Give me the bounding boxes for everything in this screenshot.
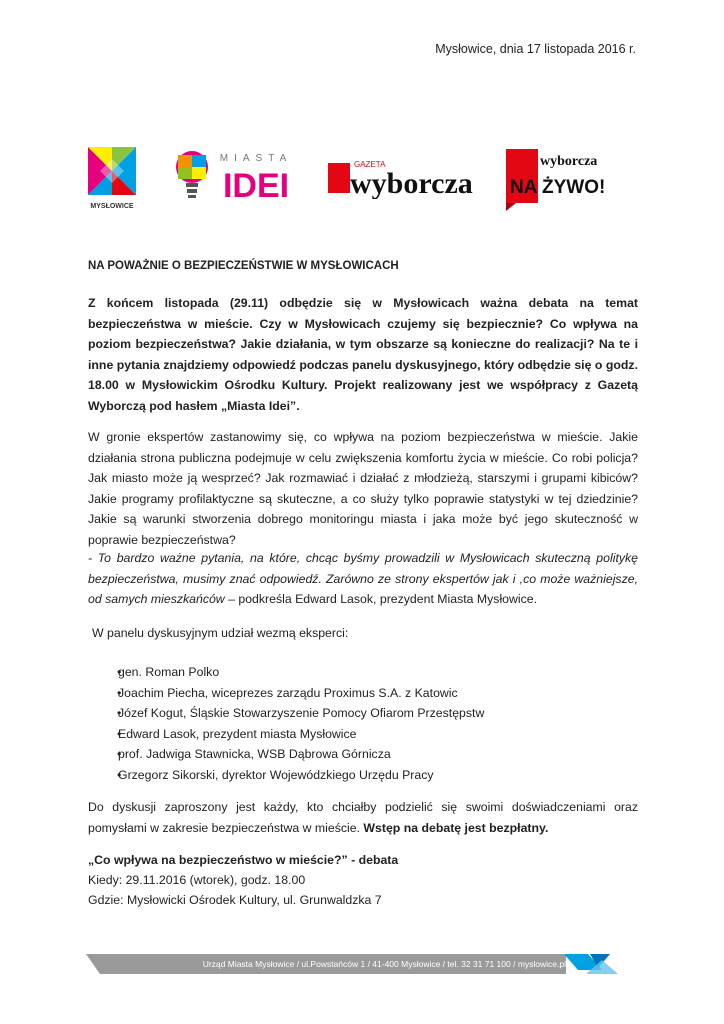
event-title: „Co wpływa na bezpieczeństwo w mieście?” - debata — [88, 853, 399, 867]
wyborcza-text: wyborcza — [350, 167, 473, 199]
lead-paragraph: Z końcem listopada (29.11) odbędzie się w Mysłowicach ważna debata na temat bezpieczeństwa w mieście. Czy w Mysłowicach czujemy się bezpiecznie? Co wpływa na poziom bezpieczeństwa? Jakie działania, w tym obszarze są konieczne do realizacji? Na te i inne pytania znajdziemy odpowiedź podczas panelu dyskusyjnego, który odbędzie się o godz. 18.00 w Mysłowickim Ośrodku Kultury. Projekt realizowany jest we współpracy z Gazetą Wyborczą pod hasłem „Miasta Idei”. — [88, 296, 638, 413]
experts-list — [88, 662, 484, 785]
list-item: • Józef Kogut, Śląskie Stowarzyszenie Pomocy Ofiarom Przestępstw — [88, 703, 484, 724]
event-where: Gdzie: Mysłowicki Ośrodek Kultury, ul. Grunwaldzka 7 — [88, 893, 382, 907]
na-zywo-text: NA ŻYWO! — [510, 177, 606, 198]
quote-attribution: – podkreśla Edward Lasok, prezydent Miasta Mysłowice. — [224, 592, 538, 606]
gazeta-text: GAZETA — [354, 160, 386, 169]
footer-contact: Urząd Miasta Mysłowice / ul.Powstańców 1 / 41-400 Mysłowice / tel. 32 31 71 100 / myslowice.pl — [202, 959, 566, 969]
gazeta-wyborcza-logo — [328, 155, 480, 199]
myslowice-logo — [86, 145, 138, 211]
list-item: • prof. Jadwiga Stawnicka, WSB Dąbrowa Górnicza — [88, 744, 484, 765]
quote-paragraph — [88, 548, 638, 610]
free-entry-text: Wstęp na debatę jest bezpłatny. — [363, 820, 549, 835]
list-item: • gen. Roman Polko — [88, 662, 484, 683]
idei-text: IDEI — [222, 167, 290, 205]
list-item: • Grzegorz Sikorski, dyrektor Wojewódzkiego Urzędu Pracy — [88, 765, 484, 786]
body-paragraph-questions: W gronie ekspertów zastanowimy się, co wpływa na poziom bezpieczeństwa w mieście. Jakie działania strona publiczna podejmuje w celu zwiększenia komfortu życia w mieście. Co robi policja? Jak miasto może ją wesprzeć? Jak rozmawiać i działać z młodzieżą, starszymi i grupami kibiców? Jakie programy profilaktyczne są skuteczne, a co służy tylko poprawie statystyki w tej dziedzinie? Jakie są warunki stworzenia dobrego monitoringu miasta i jaka może być jego skuteczność w poprawie bezpieczeństwa? — [88, 430, 638, 547]
experts-intro: W panelu dyskusyjnym udział wezmą eksperci: — [92, 626, 349, 640]
myslowice-logo-text: MYSŁOWICE — [90, 203, 134, 210]
miasta-idei-logo — [172, 143, 300, 207]
list-item: • Joachim Piecha, wiceprezes zarządu Proximus S.A. z Katowic — [88, 683, 484, 704]
partner-logos — [86, 143, 641, 215]
invitation-text: Do dyskusji zaproszony jest każdy, kto chciałby podzielić się swoimi doświadczeniami oraz pomysłami w zakresie bezpieczeństwa w mieście. — [88, 800, 638, 835]
quote-text: - To bardzo ważne pytania, na które, chcąc byśmy prowadzili w Mysłowicach skuteczną politykę bezpieczeństwa, musimy znać odpowiedź. Zarówno ze strony ekspertów jak i ,co może ważniejsze, od samych mieszkańców — [88, 551, 638, 606]
document-date: Mysłowice, dnia 17 listopada 2016 r. — [435, 42, 636, 56]
document-title: NA POWAŻNIE O BEZPIECZEŃSTWIE W MYSŁOWICACH — [88, 260, 399, 272]
wyborcza-small-text: wyborcza — [540, 154, 598, 169]
invitation-paragraph — [88, 797, 638, 838]
event-when: Kiedy: 29.11.2016 (wtorek), godz. 18.00 — [88, 873, 306, 887]
miasta-text: MIASTA — [219, 153, 293, 164]
wyborcza-na-zywo-logo — [504, 147, 614, 213]
list-item: • Edward Lasok, prezydent miasta Mysłowice — [88, 724, 484, 745]
